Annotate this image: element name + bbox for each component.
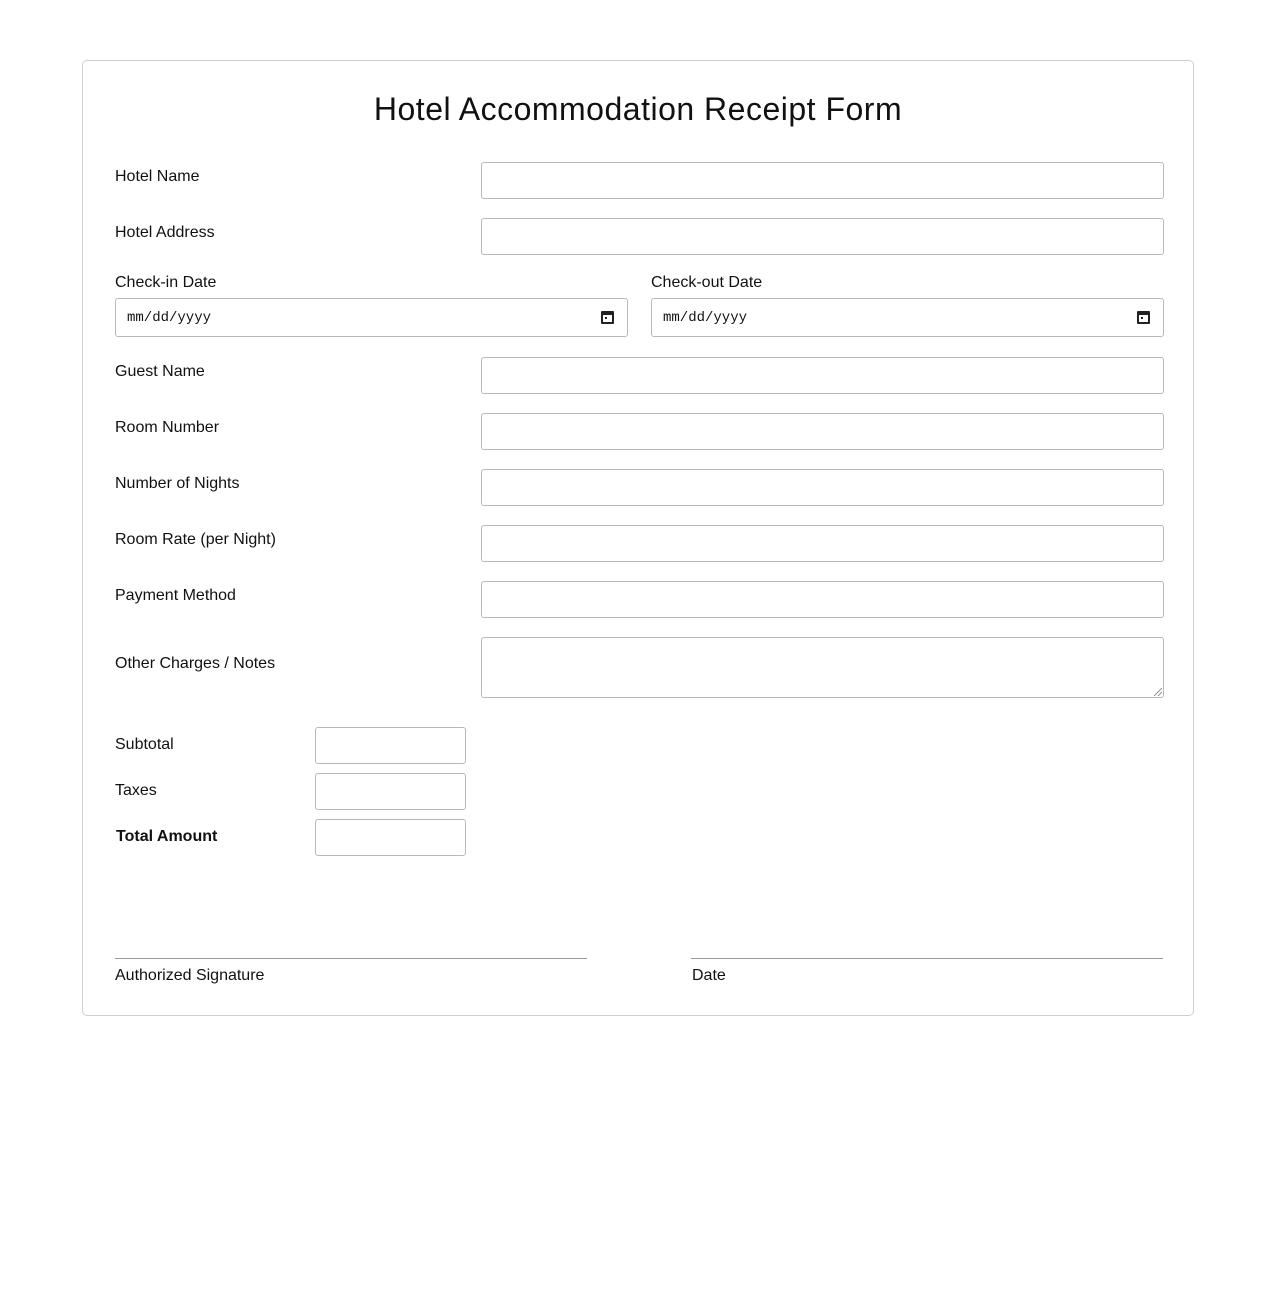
signature-line [115, 958, 587, 959]
taxes-label: Taxes [115, 782, 157, 799]
hotel-name-label: Hotel Name [115, 168, 200, 185]
payment-method-label: Payment Method [115, 587, 236, 604]
date-signature-line [691, 958, 1163, 959]
room-rate-label: Room Rate (per Night) [115, 531, 276, 548]
guest-name-input[interactable] [481, 357, 1164, 394]
checkout-date-placeholder: mm/dd/yyyy [663, 310, 748, 326]
authorized-signature-label: Authorized Signature [115, 967, 265, 984]
taxes-input[interactable] [315, 773, 466, 810]
checkin-date-input[interactable] [115, 298, 628, 337]
subtotal-label: Subtotal [115, 736, 174, 753]
form-title: Hotel Accommodation Receipt Form [373, 91, 903, 127]
total-amount-input[interactable] [315, 819, 466, 856]
hotel-address-label: Hotel Address [115, 224, 215, 241]
nights-label: Number of Nights [115, 475, 240, 492]
checkin-date-label: Check-in Date [115, 274, 217, 291]
payment-method-input[interactable] [481, 581, 1164, 618]
signature-date-label: Date [692, 967, 726, 984]
room-rate-input[interactable] [481, 525, 1164, 562]
total-amount-label: Total Amount [116, 828, 218, 845]
notes-textarea[interactable] [481, 637, 1164, 698]
room-number-label: Room Number [115, 419, 220, 436]
checkout-date-input[interactable] [651, 298, 1164, 337]
nights-input[interactable] [481, 469, 1164, 506]
calendar-icon[interactable] [1137, 311, 1150, 324]
room-number-input[interactable] [481, 413, 1164, 450]
hotel-address-input[interactable] [481, 218, 1164, 255]
checkin-date-placeholder: mm/dd/yyyy [127, 310, 212, 326]
notes-textarea-wrapper [481, 637, 1164, 698]
resize-handle-icon[interactable] [1154, 688, 1162, 696]
subtotal-input[interactable] [315, 727, 466, 764]
checkout-date-label: Check-out Date [651, 274, 763, 291]
calendar-icon[interactable] [601, 311, 614, 324]
hotel-name-input[interactable] [481, 162, 1164, 199]
notes-label: Other Charges / Notes [115, 655, 276, 672]
receipt-form-card [82, 60, 1194, 1016]
guest-name-label: Guest Name [115, 363, 205, 380]
